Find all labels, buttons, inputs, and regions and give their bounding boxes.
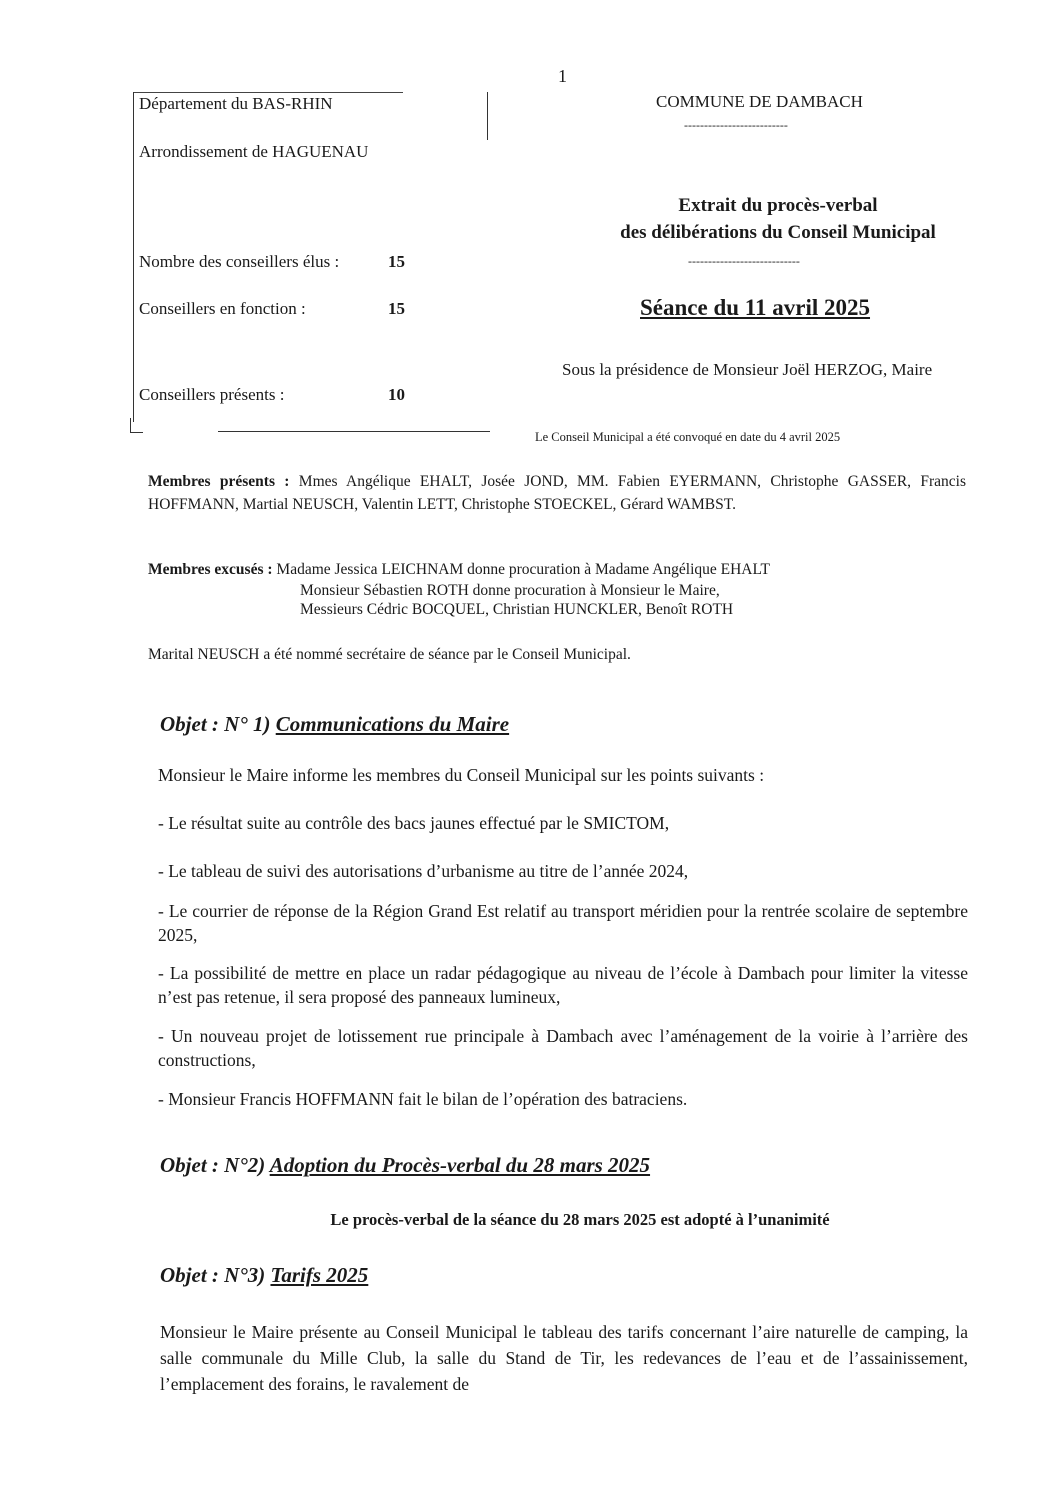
separator-1: -------------------------- bbox=[684, 118, 788, 132]
elus-value: 15 bbox=[388, 252, 405, 271]
objet-1-prefix: Objet : N° 1) bbox=[160, 712, 276, 736]
objet-1-item-3: - Le courrier de réponse de la Région Grand Est relatif au transport méridien pour la rentrée scolaire de septembre 2025, bbox=[158, 901, 968, 945]
separator-2: ---------------------------- bbox=[688, 254, 800, 268]
box-border-top bbox=[133, 92, 403, 93]
objet-1-item-2: - Le tableau de suivi des autorisations d’urbanisme au titre de l’année 2024, bbox=[158, 861, 689, 881]
objet-3-heading bbox=[160, 1263, 368, 1288]
membres-excuses bbox=[148, 561, 770, 579]
seance-date: Séance du 11 avril 2025 bbox=[640, 295, 871, 320]
page-number: 1 bbox=[558, 66, 567, 86]
arrondissement: Arrondissement de HAGUENAU bbox=[139, 142, 369, 161]
objet-2-text: Le procès-verbal de la séance du 28 mars 2025 est adopté à l’unanimité bbox=[330, 1210, 830, 1229]
objet-2-heading bbox=[160, 1153, 650, 1178]
secretaire: Marital NEUSCH a été nommé secrétaire de séance par le Conseil Municipal. bbox=[148, 646, 631, 663]
membres-excuses-line3: Messieurs Cédric BOCQUEL, Christian HUNCKLER, Benoît ROTH bbox=[300, 601, 734, 618]
elus-label: Nombre des conseillers élus : bbox=[139, 252, 340, 271]
commune-name: COMMUNE DE DAMBACH bbox=[656, 92, 863, 111]
membres-presents bbox=[148, 470, 966, 516]
objet-2-prefix: Objet : N°2) bbox=[160, 1153, 270, 1177]
objet-2-title: Adoption du Procès-verbal du 28 mars 2025 bbox=[269, 1153, 651, 1177]
membres-excuses-line2: Monsieur Sébastien ROTH donne procuration à Monsieur le Maire, bbox=[300, 582, 720, 599]
objet-1-title: Communications du Maire bbox=[275, 712, 510, 736]
objet-1-intro: Monsieur le Maire informe les membres du Conseil Municipal sur les points suivants : bbox=[158, 765, 765, 785]
objet-1-item-6: - Monsieur Francis HOFFMANN fait le bilan de l’opération des batraciens. bbox=[158, 1089, 688, 1109]
box-border-right bbox=[487, 92, 488, 140]
membres-presents-text: Mmes Angélique EHALT, Josée JOND, MM. Fabien EYERMANN, Christophe GASSER, Francis HOFFMANN, Martial NEUSCH, Valentin LETT, Christophe STOECKEL, Gérard WAMBST. bbox=[148, 473, 966, 513]
objet-3-prefix: Objet : N°3) bbox=[160, 1263, 271, 1287]
presents-label: Conseillers présents : bbox=[139, 385, 285, 404]
fonction-label: Conseillers en fonction : bbox=[139, 299, 306, 318]
membres-excuses-line1: Madame Jessica LEICHNAM donne procuration à Madame Angélique EHALT bbox=[272, 561, 770, 578]
membres-excuses-label: Membres excusés : bbox=[148, 561, 273, 578]
title-line-2: des délibérations du Conseil Municipal bbox=[620, 222, 936, 243]
box-border-bottom bbox=[218, 431, 490, 432]
box-border-left bbox=[133, 92, 134, 422]
fonction-value: 15 bbox=[388, 299, 405, 318]
objet-3-title: Tarifs 2025 bbox=[270, 1263, 369, 1287]
presidence: Sous la présidence de Monsieur Joël HERZOG, Maire bbox=[562, 360, 933, 379]
objet-1-item-1: - Le résultat suite au contrôle des bacs jaunes effectué par le SMICTOM, bbox=[158, 813, 670, 833]
objet-1-item-4: - La possibilité de mettre en place un radar pédagogique au niveau de l’école à Dambach pour limiter la vitesse n’est pas retenue, il sera proposé des panneaux lumineux, bbox=[158, 963, 968, 1007]
convocation-note: Le Conseil Municipal a été convoqué en date du 4 avril 2025 bbox=[535, 430, 841, 444]
objet-1-item-5: - Un nouveau projet de lotissement rue principale à Dambach avec l’aménagement de la voirie à l’arrière des constructions, bbox=[158, 1026, 968, 1070]
objet-3-text: Monsieur le Maire présente au Conseil Municipal le tableau des tarifs concernant l’aire naturelle de camping, la salle communale du Mille Club, la salle du Stand de Tir, les redevances de l’eau et de l’assainissement, l’emplacement des forains, le ravalement de bbox=[160, 1322, 968, 1394]
membres-presents-label: Membres présents : bbox=[148, 473, 290, 490]
objet-1-heading bbox=[160, 712, 509, 737]
box-corner bbox=[130, 418, 143, 433]
title-line-1: Extrait du procès-verbal bbox=[678, 195, 878, 216]
departement: Département du BAS-RHIN bbox=[139, 94, 333, 113]
presents-value: 10 bbox=[388, 385, 405, 404]
